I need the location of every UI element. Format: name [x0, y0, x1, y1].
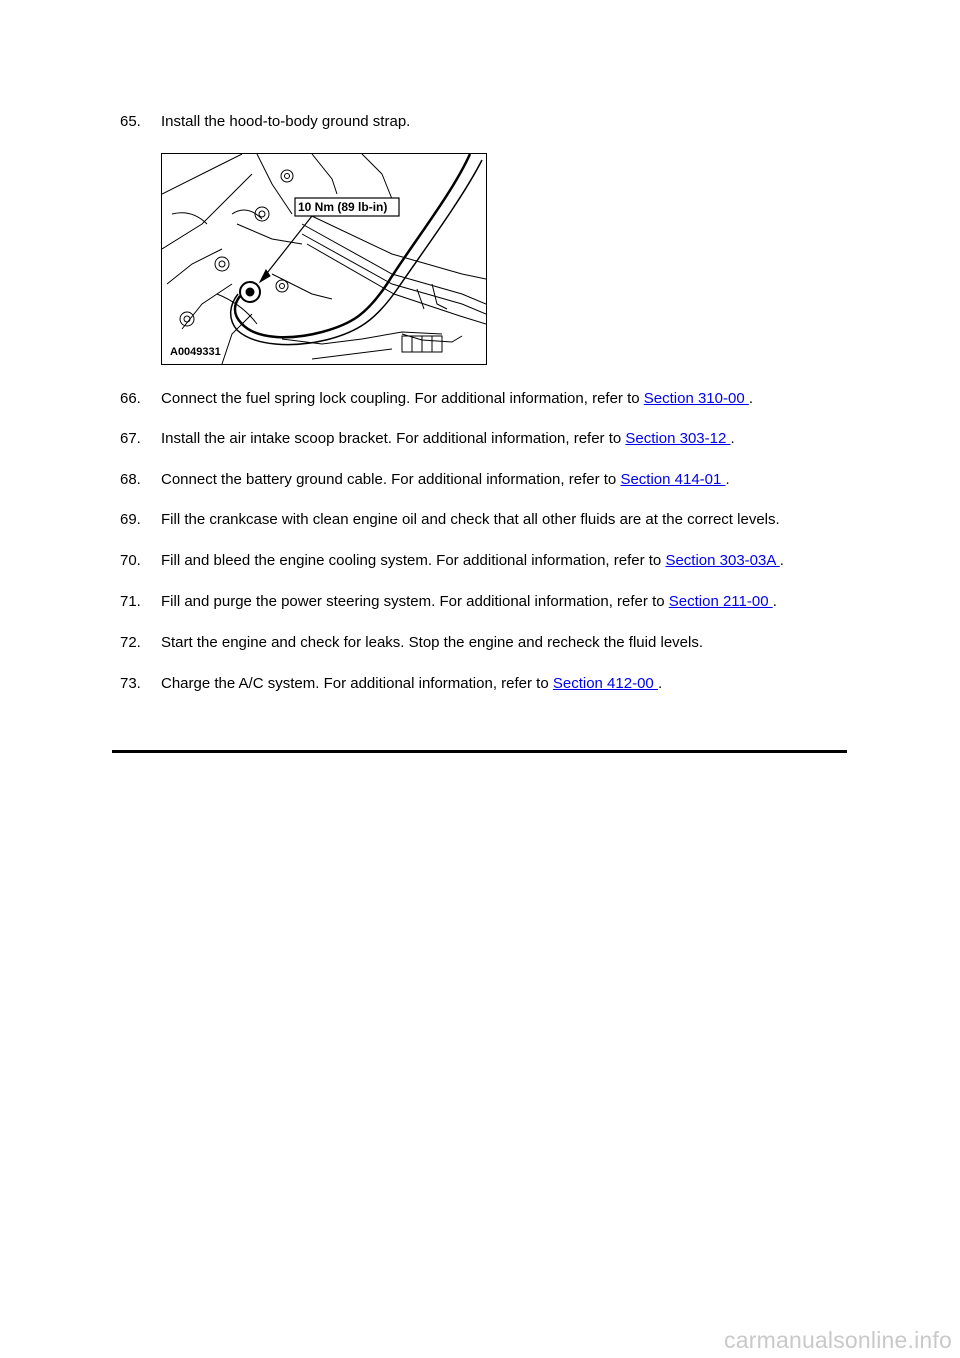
- step-70: [120, 552, 784, 570]
- step-67: [120, 430, 735, 448]
- step-text-end: .: [657, 675, 663, 692]
- step-69: [120, 511, 780, 529]
- step-number: 73.: [120, 675, 141, 692]
- step-text: Start the engine and check for leaks. Stop the engine and recheck the fluid levels.: [161, 634, 704, 651]
- step-71: [120, 593, 777, 611]
- step-text-end: .: [748, 390, 754, 407]
- section-link[interactable]: Section 310-00: [643, 390, 749, 407]
- torque-callout-label: 10 Nm (89 lb-in): [298, 200, 388, 214]
- step-number: 67.: [120, 430, 141, 447]
- step-text: Fill and purge the power steering system. For additional information, refer to: [161, 593, 669, 610]
- watermark: carmanualsonline.info: [724, 1327, 952, 1353]
- step-number: 70.: [120, 552, 141, 569]
- step-number: 69.: [120, 511, 141, 528]
- step-72: [120, 634, 703, 652]
- step-text-end: .: [730, 430, 735, 447]
- section-link[interactable]: Section 414-01: [620, 471, 726, 488]
- step-number: 71.: [120, 593, 141, 610]
- step-text: Fill and bleed the engine cooling system. For additional information, refer to: [161, 552, 666, 569]
- section-link[interactable]: Section 303-03A: [665, 552, 780, 569]
- section-divider: [112, 750, 847, 753]
- step-73: [120, 675, 662, 693]
- section-link[interactable]: Section 211-00: [668, 593, 773, 610]
- step-number: 66.: [120, 390, 141, 407]
- step-text-end: .: [772, 593, 777, 610]
- section-link[interactable]: Section 412-00: [552, 675, 658, 692]
- step-number: 68.: [120, 471, 141, 488]
- step-65: [120, 113, 410, 131]
- step-68: [120, 471, 730, 489]
- step-text: Connect the battery ground cable. For additional information, refer to: [161, 471, 621, 488]
- ground-strap-illustration: [161, 153, 487, 365]
- step-text: Connect the fuel spring lock coupling. For additional information, refer to: [161, 390, 644, 407]
- section-link[interactable]: Section 303-12: [625, 430, 731, 447]
- step-text-end: .: [779, 552, 784, 569]
- ground-strap-drawing: [162, 154, 486, 364]
- step-text-end: .: [725, 471, 730, 488]
- step-text: Fill the crankcase with clean engine oil and check that all other fluids are at the correct levels.: [161, 511, 780, 528]
- step-66: [120, 390, 753, 408]
- step-number: 65.: [120, 113, 141, 130]
- step-number: 72.: [120, 634, 141, 651]
- step-text: Install the air intake scoop bracket. For additional information, refer to: [161, 430, 626, 447]
- step-text: Charge the A/C system. For additional information, refer to: [161, 675, 553, 692]
- figure-id-label: A0049331: [170, 346, 221, 358]
- step-text: Install the hood-to-body ground strap.: [161, 113, 411, 130]
